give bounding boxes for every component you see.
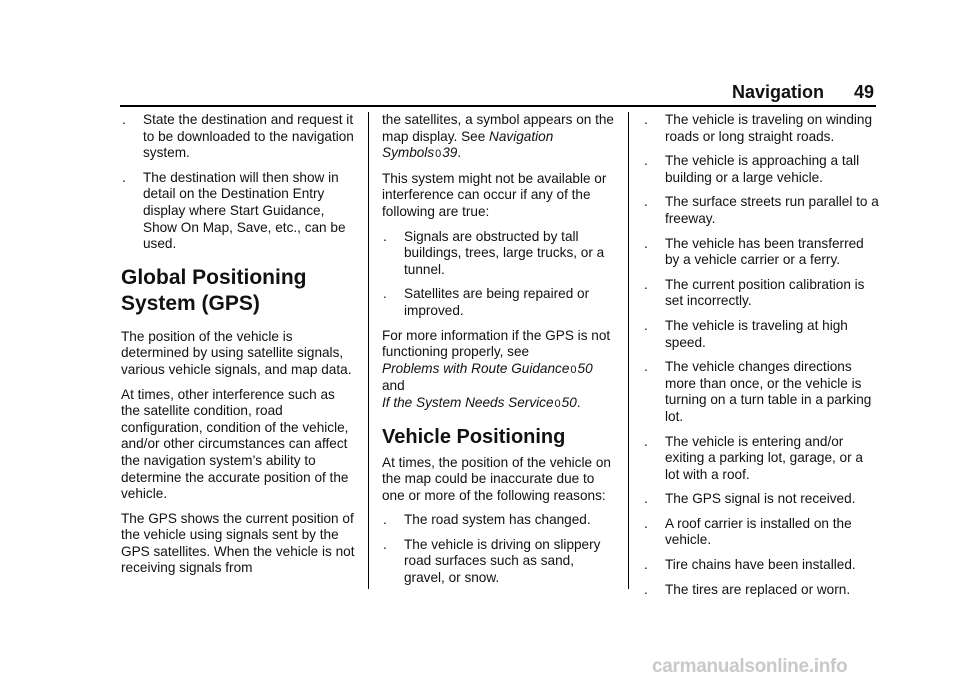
list-item: . The surface streets run parallel to a freeway. (644, 194, 879, 226)
paragraph: For more information if the GPS is not functioning properly, see Problems with Route Guidance050 and If the System Needs Service050. (382, 327, 611, 410)
list-item: . The road system has changed. (383, 512, 591, 528)
list-item: . The current position calibration is set incorrectly. (644, 276, 865, 309)
bullet-icon: . (122, 112, 126, 127)
column-divider (368, 112, 369, 589)
paragraph: The GPS shows the current position of the vehicle using signals sent by the GPS satellites. When the vehicle is not receiving signals from (121, 510, 355, 576)
bullet-icon: . (644, 491, 648, 507)
list-item: . The vehicle is traveling on winding roads or long straight roads. (644, 112, 873, 144)
bullet-icon: . (644, 359, 648, 375)
page-reference[interactable]: 50 (577, 360, 593, 376)
list-item: . Satellites are being repaired or improved. (383, 286, 590, 318)
list-item: . The vehicle is entering and/or exiting a parking lot, garage, or a lot with a roof. (644, 433, 863, 482)
page-number: 49 (853, 82, 874, 102)
bullet-icon: . (644, 317, 648, 333)
bullet-list (382, 229, 614, 320)
bullet-icon: . (644, 581, 648, 597)
list-item: . Tire chains have been installed. (644, 557, 856, 573)
bullet-icon: . (644, 276, 648, 292)
list-item: . The tires are replaced or worn. (644, 581, 851, 597)
bullet-icon: . (122, 169, 126, 185)
bullet-icon: . (644, 112, 648, 127)
page-ref-icon: 0 (570, 363, 577, 376)
watermark: carmanualsonline.info (652, 656, 848, 677)
cross-reference-link[interactable]: Navigation Symbols (382, 128, 554, 161)
bullet-icon: . (383, 228, 387, 244)
page-ref-icon: 0 (554, 397, 561, 410)
cross-reference-link[interactable]: Problems with Route Guidance (382, 360, 570, 376)
column-1 (121, 112, 357, 585)
paragraph: The position of the vehicle is determined by using satellite signals, various vehicle signals, and map data. (121, 328, 352, 377)
list-item: . The vehicle has been transferred by a vehicle carrier or a ferry. (644, 235, 864, 268)
paragraph: the satellites, a symbol appears on the map display. See Navigation Symbols039. (382, 112, 614, 161)
paragraph: At times, other interference such as the satellite condition, road configuration, condition of the vehicle, and/or other circumstances can affect the navigation system’s ability to determine the accurate position of the vehicle. (121, 386, 349, 502)
bullet-icon: . (644, 153, 648, 169)
list-item: . The vehicle is driving on slippery road surfaces such as sand, gravel, or snow. (383, 536, 601, 586)
list-item: . The GPS signal is not received. (644, 491, 856, 507)
bullet-list (121, 112, 357, 253)
list-item: . The vehicle changes directions more than once, or the vehicle is turning on a turn table in a parking lot. (644, 359, 872, 424)
bullet-icon: . (644, 557, 648, 573)
paragraph: This system might not be available or interference can occur if any of the following are true: (382, 170, 607, 219)
bullet-icon: . (644, 433, 648, 449)
list-item: . The vehicle is traveling at high speed. (644, 317, 848, 350)
bullet-icon: . (383, 536, 387, 552)
list-item: . The destination will then show in detail on the Destination Entry display where Start Guidance, Show On Map, Save, etc., can be used. (122, 169, 346, 252)
page-reference[interactable]: 39 (442, 145, 458, 161)
page-ref-icon: 0 (435, 148, 442, 161)
bullet-icon: . (644, 515, 648, 531)
section-heading-vehicle-positioning: Vehicle Positioning (382, 425, 566, 448)
paragraph: At times, the position of the vehicle on the map could be inaccurate due to one or more of the following reasons: (382, 454, 611, 503)
bullet-icon: . (644, 235, 648, 251)
bullet-icon: . (383, 512, 387, 528)
list-item: . State the destination and request it to be downloaded to the navigation system. (122, 112, 354, 161)
bullet-list (643, 112, 879, 598)
column-3 (643, 112, 879, 606)
section-heading-gps: Global Positioning System (GPS) (121, 265, 307, 315)
page-reference[interactable]: 50 (561, 394, 577, 410)
page-header (120, 80, 876, 107)
bullet-list (382, 512, 614, 586)
bullet-icon: . (383, 286, 387, 302)
bullet-icon: . (644, 194, 648, 210)
list-item: . Signals are obstructed by tall buildings, trees, large trucks, or a tunnel. (383, 228, 605, 277)
column-divider (628, 112, 629, 589)
list-item: . A roof carrier is installed on the vehicle. (644, 515, 852, 548)
list-item: . The vehicle is approaching a tall building or a large vehicle. (644, 153, 860, 185)
cross-reference-link[interactable]: If the System Needs Service (382, 394, 554, 410)
section-title: Navigation (731, 82, 824, 102)
column-2 (382, 112, 614, 595)
